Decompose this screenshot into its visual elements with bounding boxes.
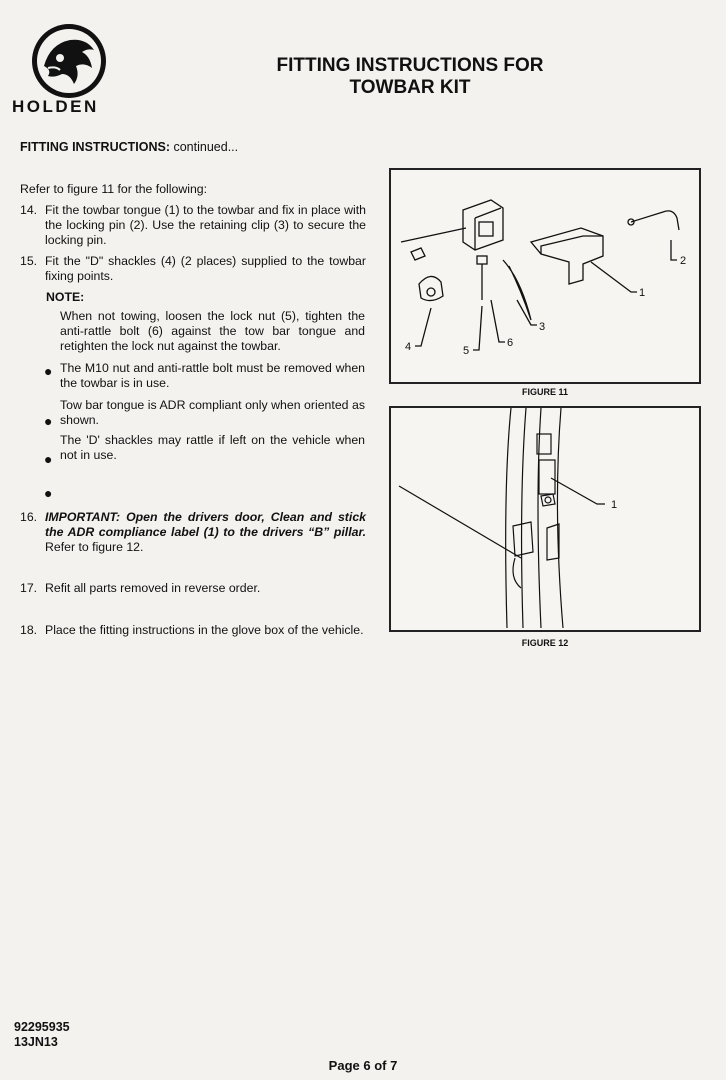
step-text: Refit all parts removed in reverse order. (45, 581, 261, 595)
towbar-kit-diagram (391, 170, 699, 382)
page-number: Page 6 of 7 (328, 1058, 398, 1073)
callout-label: 6 (507, 337, 514, 349)
instructions-column (20, 182, 366, 662)
continued-suffix: continued... (173, 140, 239, 154)
step-18 (20, 623, 366, 655)
note-3: Tow bar tongue is ADR compliant only when oriented as shown. (60, 398, 365, 427)
callout-label: 1 (611, 499, 618, 511)
part-number: 92295935 (14, 1020, 70, 1034)
step-text: Fit the "D" shackles (4) (2 places) supplied to the towbar fixing points. (45, 254, 366, 283)
figure-11-frame (389, 168, 701, 384)
note-1: When not towing, loosen the lock nut (5), tighten the anti-rattle bolt (6) against the tow bar tongue and retighten the lock nut against the towbar. (60, 309, 365, 353)
step-number: 18. (20, 623, 38, 637)
b-pillar-diagram (391, 408, 699, 630)
step-number: 17. (20, 581, 38, 595)
callout-label: 3 (539, 321, 546, 333)
note-label: NOTE: (46, 290, 85, 304)
figure-12-frame (389, 406, 701, 632)
step-14 (20, 203, 366, 249)
bullet-icon: ● (44, 451, 53, 467)
callout-label: 5 (463, 345, 470, 357)
brand-name: HOLDEN (12, 97, 99, 116)
bullet-icon: ● (44, 413, 53, 429)
issue-date: 13JN13 (14, 1035, 58, 1049)
step-16 (20, 510, 366, 558)
bullet-icon: ● (44, 363, 53, 379)
callout-label: 1 (639, 287, 646, 299)
intro-text: Refer to figure 11 for the following: (20, 182, 208, 196)
note-2: The M10 nut and anti-rattle bolt must be removed when the towbar is in use. (60, 361, 365, 390)
title-line-2: TOWBAR KIT (349, 77, 471, 98)
note-4: The 'D' shackles may rattle if left on the vehicle when not in use. (60, 433, 365, 462)
callout-label: 2 (680, 255, 687, 267)
step-text: Place the fitting instructions in the glove box of the vehicle. (45, 623, 364, 637)
document-title (220, 55, 600, 99)
holden-lion-logo (30, 22, 108, 100)
continued-label: FITTING INSTRUCTIONS: (20, 140, 170, 154)
figure-reference: Refer to figure 12. (45, 540, 144, 554)
step-number: 16. (20, 510, 38, 524)
step-text (45, 510, 366, 555)
figure-12-caption: FIGURE 12 (521, 638, 569, 648)
important-text: IMPORTANT: Open the drivers door, Clean and stick the ADR compliance label (1) to the drivers “B” pillar. (45, 510, 366, 539)
continued-heading (20, 140, 238, 154)
title-line-1: FITTING INSTRUCTIONS FOR (276, 55, 544, 76)
callout-label: 4 (405, 341, 412, 353)
step-15 (20, 254, 366, 286)
step-number: 14. (20, 203, 38, 217)
figure-11-caption: FIGURE 11 (521, 387, 568, 397)
step-text: Fit the towbar tongue (1) to the towbar and fix in place with the locking pin (2). Use the retaining clip (3) to secure the locking pin. (45, 203, 366, 247)
bullet-icon: ● (44, 485, 53, 501)
step-number: 15. (20, 254, 38, 268)
